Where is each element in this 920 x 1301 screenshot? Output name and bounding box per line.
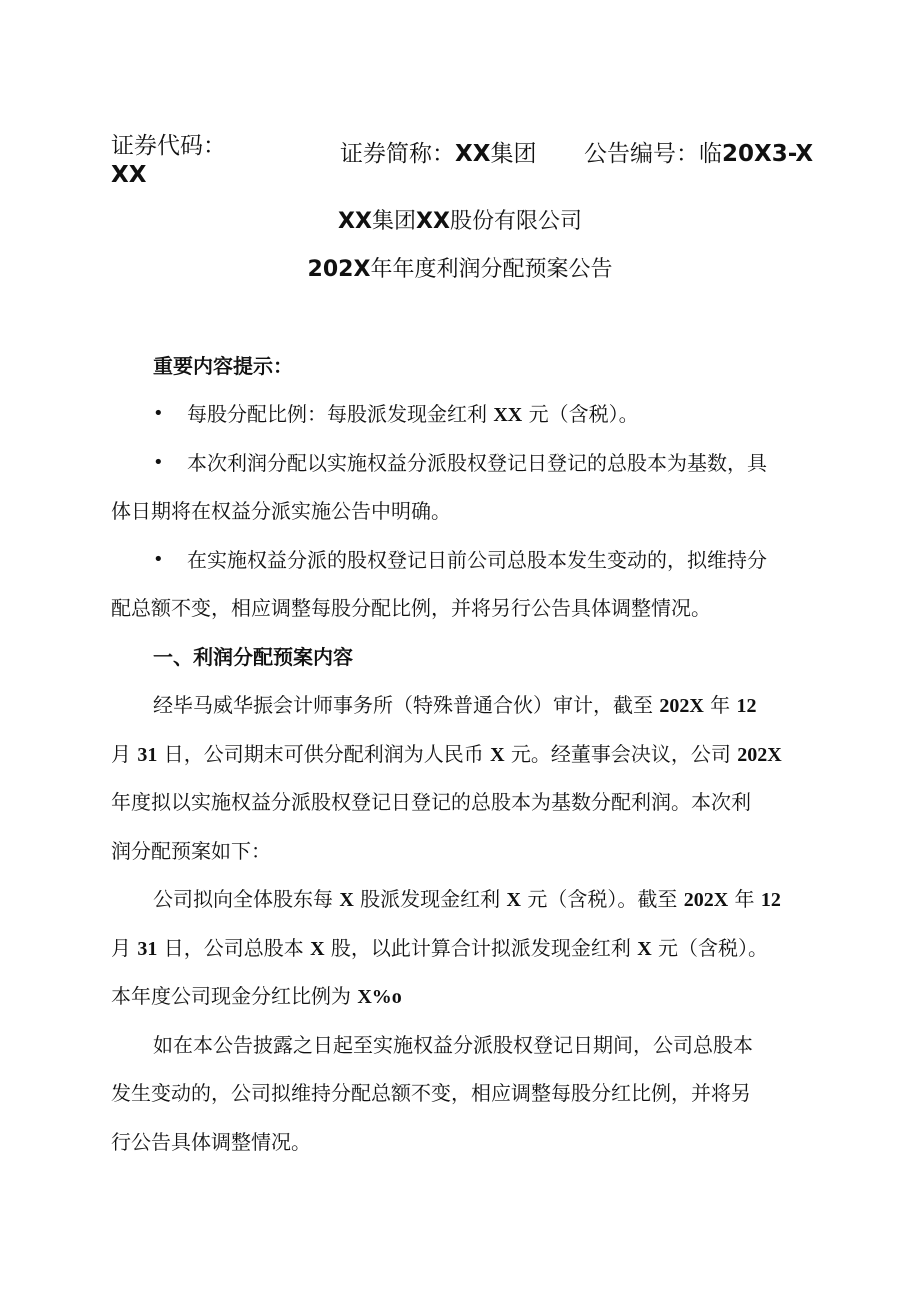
section-1-heading: 一、利润分配预案内容	[153, 645, 353, 669]
p2l1-x2: X	[506, 889, 521, 911]
para-1-line-3: 年度拟以实施权益分派股权登记日登记的总股本为基数分配利润。本次利	[111, 790, 751, 814]
para-3-line-3: 行公告具体调整情况。	[111, 1130, 311, 1154]
notice-number-label: 公告编号：临	[584, 141, 722, 167]
para-1-line-2	[111, 740, 782, 769]
para-1-line-1	[153, 691, 757, 720]
p1l1-text-b: 年	[703, 693, 737, 717]
security-code-label	[111, 131, 226, 161]
security-code-value-text: XX	[111, 162, 147, 188]
bullet-2: •	[153, 452, 164, 473]
short-name-label: 证券简称：	[340, 141, 455, 167]
security-code-label-text: 证券代码：	[111, 133, 226, 159]
para-3-line-2: 发生变动的，公司拟维持分配总额不变，相应调整每股分红比例，并将另	[111, 1081, 751, 1105]
p1l2-text-b: 日，公司期末可供分配利润为人民币	[157, 742, 491, 766]
company-title-latin-1: XX	[338, 209, 372, 234]
p2l1-text-b: 股派发现金红利	[353, 887, 507, 911]
p2l2-day: 31	[137, 938, 158, 960]
highlight-item-3-line-1: 在实施权益分派的股权登记日前公司总股本发生变动的，拟维持分	[187, 548, 767, 572]
p1l2-year: 202X	[737, 744, 782, 766]
highlight-item-3-line-2: 配总额不变，相应调整每股分配比例，并将另行公告具体调整情况。	[111, 596, 711, 620]
p1l2-day: 31	[137, 744, 158, 766]
security-short-name	[340, 139, 536, 169]
highlight-1-suffix: 元（含税）。	[522, 402, 639, 426]
p2l2-text-b: 日，公司总股本	[157, 936, 311, 960]
p2l1-month: 12	[760, 889, 781, 911]
para-1-line-4: 润分配预案如下：	[111, 839, 271, 863]
p1l1-text-a: 经毕马威华振会计师事务所（特殊普通合伙）审计，截至	[153, 693, 660, 717]
company-title-cn-2: 股份有限公司	[449, 209, 582, 234]
p1l1-year: 202X	[659, 695, 704, 717]
p2l1-text-d: 年	[728, 887, 761, 911]
p1l2-text-c: 元。经董事会决议，公司	[504, 742, 738, 766]
p2l2-x1: X	[310, 938, 325, 960]
highlight-1-prefix: 每股分配比例：每股派发现金红利	[187, 402, 494, 426]
p2l2-x2: X	[637, 938, 652, 960]
para-2-line-2	[111, 934, 768, 963]
announcement-title-text: 年年度利润分配预案公告	[370, 257, 613, 282]
announcement-title-year: 202X	[307, 257, 371, 282]
short-name-cn: 集团	[490, 141, 537, 167]
bullet-3: •	[153, 549, 164, 570]
highlight-item-2-line-2: 体日期将在权益分派实施公告中明确。	[111, 499, 451, 523]
bullet-1: •	[153, 403, 164, 424]
notice-number-value: 20X3-X	[722, 141, 814, 167]
p2l2-text-c: 股，以此计算合计拟派发现金红利	[324, 936, 638, 960]
p1l2-text-a: 月	[111, 742, 138, 766]
p2l1-year: 202X	[683, 889, 729, 911]
short-name-latin: XX	[455, 141, 491, 167]
highlight-1-amount: XX	[493, 404, 523, 426]
p2l1-text-c: 元（含税）。截至	[520, 887, 684, 911]
p1l2-x: X	[490, 744, 505, 766]
p2l3-text-a: 本年度公司现金分红比例为	[111, 984, 358, 1008]
p2l2-text-a: 月	[111, 936, 138, 960]
announcement-title	[0, 255, 920, 285]
company-title-latin-2: XX	[416, 209, 450, 234]
security-code-value	[111, 160, 146, 190]
highlights-heading: 重要内容提示：	[153, 354, 293, 378]
para-2-line-3	[111, 982, 402, 1011]
notice-number	[584, 139, 813, 169]
cash-dividend-ratio: X%o	[357, 986, 402, 1008]
p1l1-month: 12	[736, 695, 757, 717]
highlight-item-1	[187, 400, 639, 429]
p2l2-text-d: 元（含税）。	[651, 936, 769, 960]
para-2-line-1	[153, 885, 781, 914]
highlight-item-2-line-1: 本次利润分配以实施权益分派股权登记日登记的总股本为基数，具	[187, 451, 767, 475]
p2l1-text-a: 公司拟向全体股东每	[153, 887, 340, 911]
company-title-cn-1: 集团	[371, 209, 416, 234]
p2l1-x1: X	[339, 889, 354, 911]
para-3-line-1: 如在本公告披露之日起至实施权益分派股权登记日期间，公司总股本	[153, 1033, 753, 1057]
company-title	[0, 207, 920, 237]
